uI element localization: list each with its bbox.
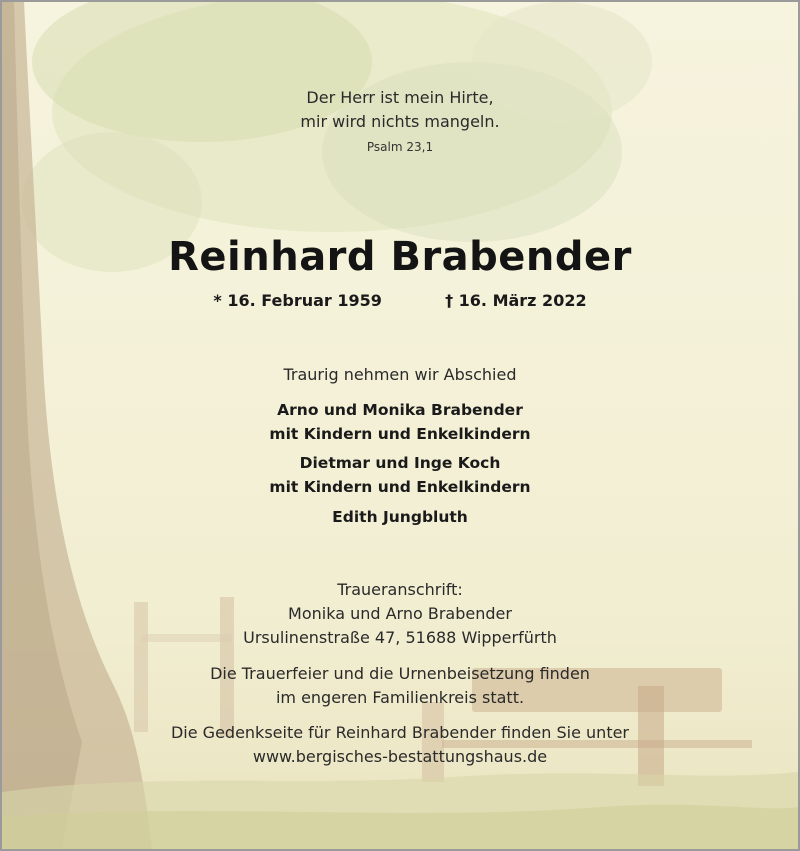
mourner-line: mit Kindern und Enkelkindern <box>269 425 531 443</box>
memorial-website: www.bergisches-bestattungshaus.de <box>252 747 548 766</box>
address-names: Monika und Arno Brabender <box>288 604 512 623</box>
mourner-line: Arno und Monika Brabender <box>277 401 523 419</box>
mourner-line: mit Kindern und Enkelkindern <box>269 478 531 496</box>
farewell-text: Traurig nehmen wir Abschied <box>283 365 517 384</box>
memorial-line-1: Die Gedenkseite für Reinhard Brabender finden Sie unter <box>170 723 630 742</box>
verse-reference: Psalm 23,1 <box>366 140 434 154</box>
bible-verse-line-1: Der Herr ist mein Hirte, <box>306 88 494 107</box>
notice-text-block <box>2 2 798 849</box>
birth-date: * 16. Februar 1959 <box>213 291 382 310</box>
bible-verse-line-2: mir wird nichts mangeln. <box>300 112 500 131</box>
ceremony-line-2: im engeren Familienkreis statt. <box>275 688 525 707</box>
address-label: Traueranschrift: <box>337 580 463 599</box>
death-date: † 16. März 2022 <box>445 291 587 310</box>
address-street: Ursulinenstraße 47, 51688 Wipperfürth <box>243 628 557 647</box>
mourner-line: Dietmar und Inge Koch <box>299 454 501 472</box>
ceremony-line-1: Die Trauerfeier und die Urnenbeisetzung finden <box>210 664 590 683</box>
deceased-name: Reinhard Brabender <box>168 234 632 280</box>
mourner-line: Edith Jungbluth <box>332 508 468 526</box>
life-dates <box>2 291 798 310</box>
